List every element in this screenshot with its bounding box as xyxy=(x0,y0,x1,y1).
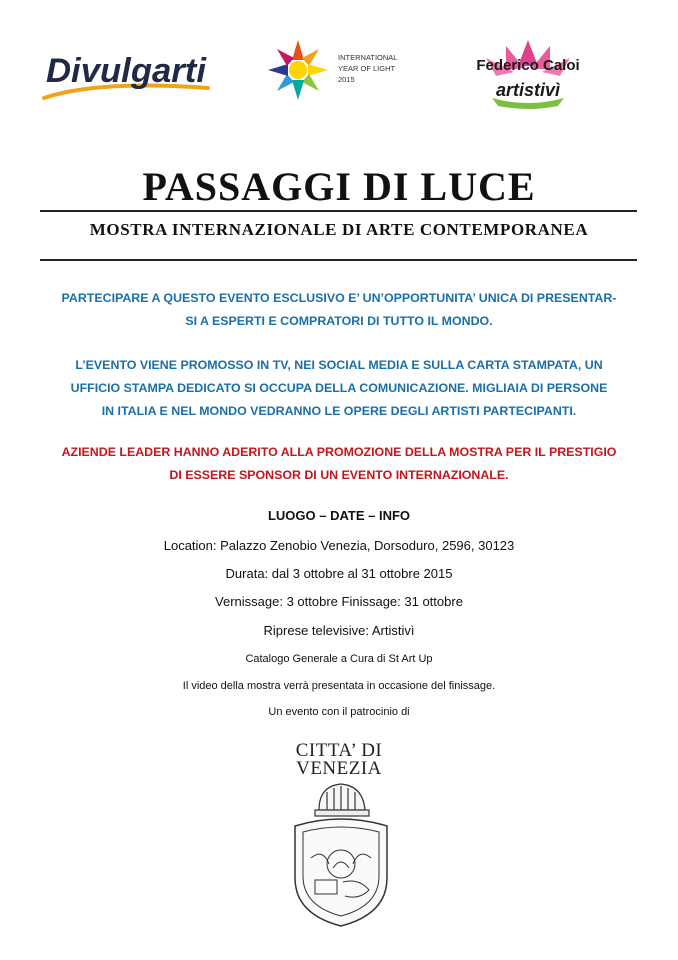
paragraph-line: AZIENDE LEADER HANNO ADERITO ALLA PROMOZIONE DELLA MOSTRA PER IL PRESTIGIO xyxy=(61,445,617,459)
iyl-line3: 2015 xyxy=(338,75,355,84)
paragraph-promotion xyxy=(30,354,648,423)
sun-icon xyxy=(268,40,328,100)
page-title: PASSAGGI DI LUCE xyxy=(142,164,536,209)
paragraph-line: DI ESSERE SPONSOR DI UN EVENTO INTERNAZIONALE. xyxy=(169,468,509,482)
info-catalogo: Catalogo Generale a Cura di St Art Up xyxy=(245,653,433,665)
info-durata: Durata: dal 3 ottobre al 31 ottobre 2015 xyxy=(225,566,453,581)
artistivi-name: Federico Caloi xyxy=(476,57,580,74)
emblem-line2: VENEZIA xyxy=(296,758,382,779)
divulgarti-logo xyxy=(38,40,213,108)
paragraph-line: PARTECIPARE A QUESTO EVENTO ESCLUSIVO E’ UN’OPPORTUNITA’ UNICA DI PRESENTAR- xyxy=(61,291,617,305)
paragraph-line: UFFICIO STAMPA DEDICATO SI OCCUPA DELLA COMUNICAZIONE. MIGLIAIA DI PERSONE xyxy=(70,381,608,395)
title-divider-bottom xyxy=(40,259,637,261)
international-year-of-light-logo xyxy=(266,38,436,102)
paragraph-opportunity xyxy=(30,287,648,333)
info-heading: LUOGO – DATE – INFO xyxy=(267,508,411,523)
paragraph-line: IN ITALIA E NEL MONDO VEDRANNO LE OPERE DEGLI ARTISTI PARTECIPANTI. xyxy=(101,404,577,418)
divulgarti-logo-text: Divulgarti xyxy=(46,52,208,90)
emblem-line1: CITTA’ DI xyxy=(295,740,383,761)
paragraph-line: SI A ESPERTI E COMPRATORI DI TUTTO IL MONDO. xyxy=(185,314,493,328)
info-riprese: Riprese televisive: Artistivì xyxy=(263,623,415,638)
venezia-coat-of-arms-icon xyxy=(289,742,393,928)
info-location: Location: Palazzo Zenobio Venezia, Dorsoduro, 2596, 30123 xyxy=(163,538,515,553)
artistivi-brand: artistivì xyxy=(495,80,561,100)
iyl-line1: INTERNATIONAL xyxy=(338,53,398,62)
paragraph-sponsors xyxy=(30,441,648,487)
artistivi-logo xyxy=(462,36,594,112)
paragraph-line: L’EVENTO VIENE PROMOSSO IN TV, NEI SOCIAL MEDIA E SULLA CARTA STAMPATA, UN xyxy=(75,358,603,372)
info-patrocinio: Un evento con il patrocinio di xyxy=(268,706,410,718)
info-video: Il video della mostra verrà presentata in occasione del finissage. xyxy=(182,680,496,692)
iyl-line2: YEAR OF LIGHT xyxy=(338,64,396,73)
info-vernissage: Vernissage: 3 ottobre Finissage: 31 ottobre xyxy=(215,594,463,609)
page-subtitle: MOSTRA INTERNAZIONALE DI ARTE CONTEMPORANEA xyxy=(89,220,589,239)
title-divider-top xyxy=(40,210,637,212)
